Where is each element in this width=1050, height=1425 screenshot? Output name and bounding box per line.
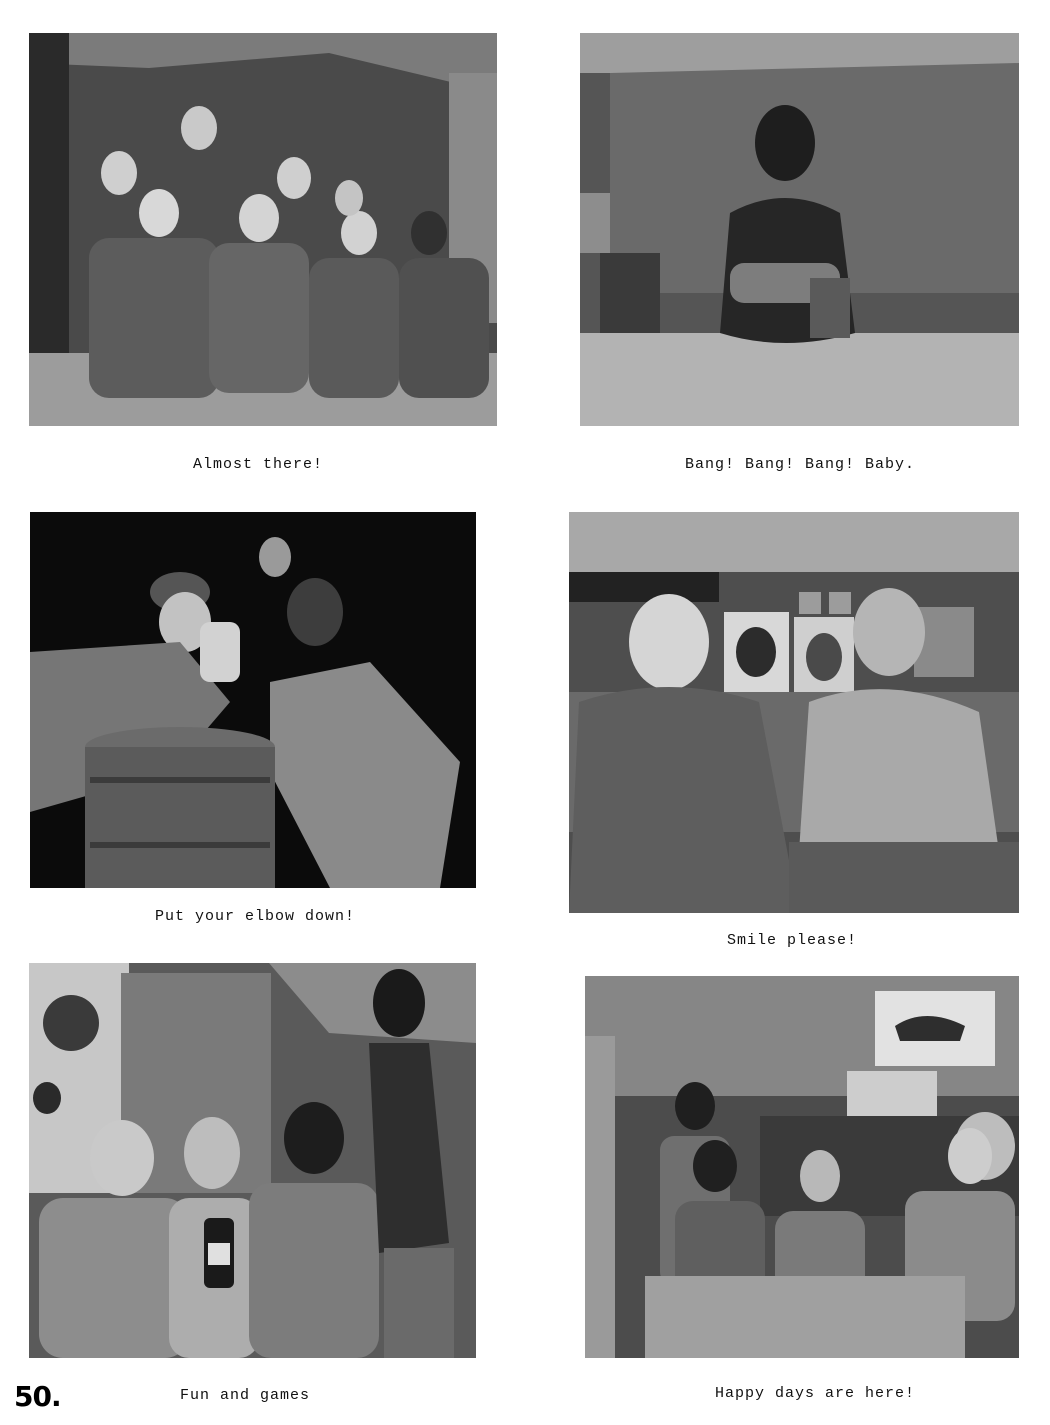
caption-elbow-down: Put your elbow down! [154, 908, 356, 925]
photo-smile-please [569, 512, 1019, 913]
page-number: 50. [14, 1380, 61, 1413]
caption-happy-days: Happy days are here! [714, 1385, 916, 1402]
photo-happy-days [585, 976, 1019, 1358]
caption-almost-there: Almost there! [192, 456, 324, 473]
caption-fun-and-games: Fun and games [179, 1387, 311, 1404]
caption-bang-bang-baby: Bang! Bang! Bang! Baby. [684, 456, 916, 473]
caption-smile-please: Smile please! [726, 932, 858, 949]
photo-bang-bang-baby [580, 33, 1019, 426]
photo-almost-there [29, 33, 497, 426]
photo-fun-and-games [29, 963, 476, 1358]
photo-elbow-down [30, 512, 476, 888]
